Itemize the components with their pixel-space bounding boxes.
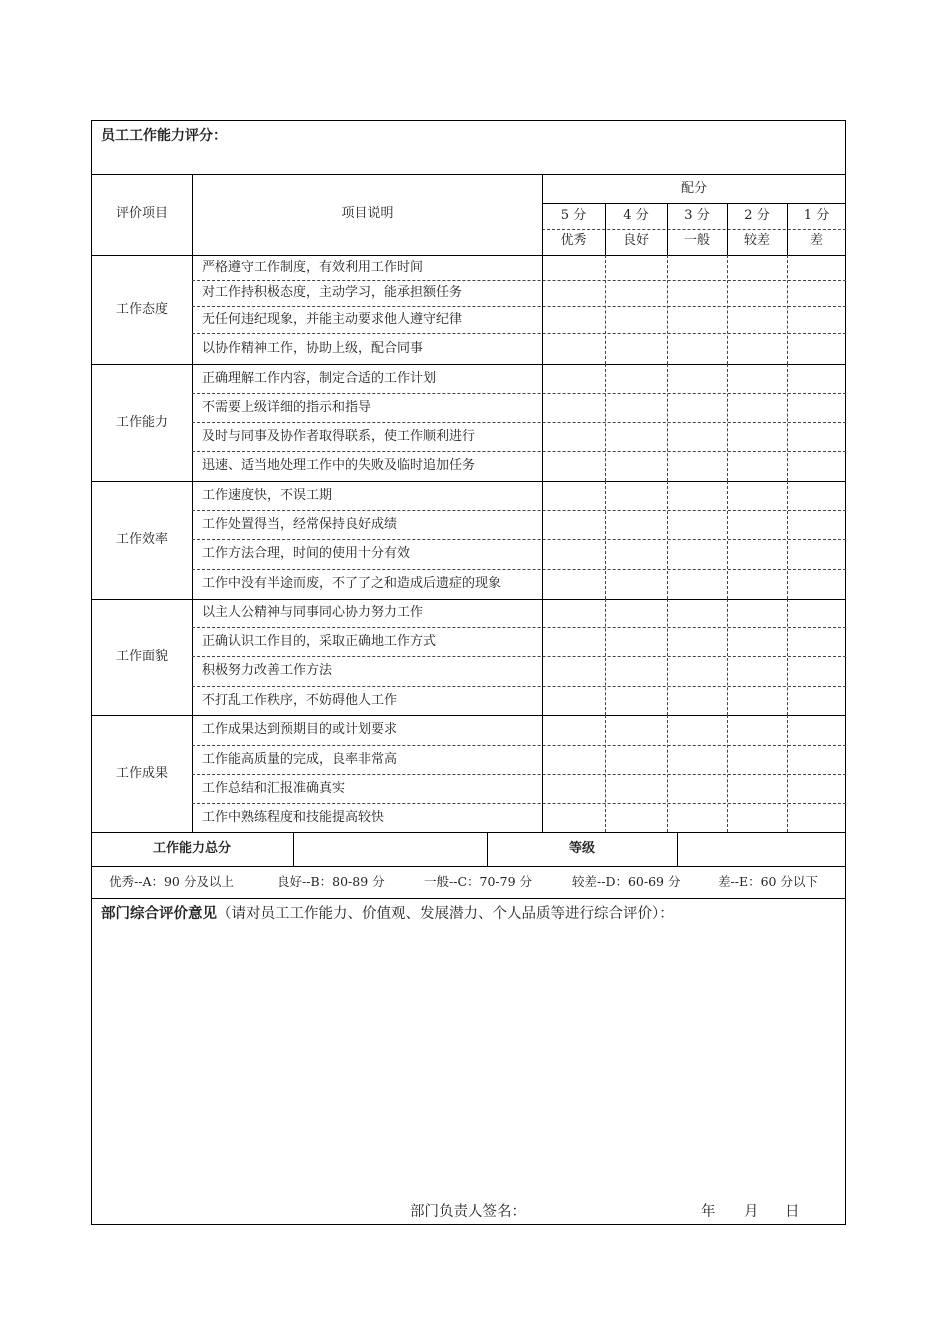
score-cell[interactable]	[606, 482, 666, 509]
signature-field[interactable]	[535, 1204, 685, 1222]
score-cell[interactable]	[606, 452, 666, 480]
score-cell[interactable]	[788, 365, 845, 392]
score-cell[interactable]	[606, 511, 666, 538]
score-column-line	[605, 364, 606, 481]
grade-header-cell: 良好	[622, 233, 649, 248]
score-cell[interactable]	[543, 281, 604, 305]
score-column-line	[727, 364, 728, 481]
item-description: 工作处置得当，经常保持良好成绩	[202, 517, 398, 532]
item-description: 积极努力改善工作方法	[202, 663, 333, 678]
score-column-line	[605, 481, 606, 599]
score-cell[interactable]	[788, 775, 845, 802]
form-title: 员工工作能力评分：	[101, 128, 227, 144]
col-divider-item	[192, 174, 193, 832]
score-cell[interactable]	[543, 687, 604, 714]
score-header-cell: 1 分	[803, 208, 830, 223]
score-cell[interactable]	[543, 600, 604, 626]
score-cell[interactable]	[788, 716, 845, 744]
item-description: 无任何违纪现象，并能主动要求他人遵守纪律	[202, 312, 463, 327]
score-cell[interactable]	[728, 775, 786, 802]
score-cell[interactable]	[728, 716, 786, 744]
item-description: 工作速度快，不误工期	[202, 488, 333, 503]
score-cell[interactable]	[788, 281, 845, 305]
score-column-line	[787, 599, 788, 715]
score-cell[interactable]	[668, 452, 726, 480]
score-col-divider	[787, 203, 788, 255]
score-cell[interactable]	[788, 482, 845, 509]
score-cell[interactable]	[668, 394, 726, 421]
grade-header-cell: 较差	[743, 233, 770, 248]
score-column-line	[605, 715, 606, 832]
score-cell[interactable]	[728, 452, 786, 480]
score-cell[interactable]	[728, 281, 786, 305]
score-cell[interactable]	[606, 256, 666, 279]
score-cell[interactable]	[606, 281, 666, 305]
score-cell[interactable]	[728, 307, 786, 332]
date-day-label: 日	[785, 1204, 800, 1220]
grade-label: 等级	[568, 841, 595, 856]
score-cell[interactable]	[788, 540, 845, 568]
score-cell[interactable]	[788, 687, 845, 714]
score-cell[interactable]	[668, 716, 726, 744]
score-cell[interactable]	[728, 482, 786, 509]
score-cell[interactable]	[668, 423, 726, 450]
score-cell[interactable]	[543, 804, 604, 831]
comment-input-area[interactable]	[100, 930, 836, 1192]
item-description: 严格遵守工作制度，有效利用工作时间	[202, 260, 424, 275]
score-cell[interactable]	[668, 600, 726, 626]
score-cell[interactable]	[728, 256, 786, 279]
score-col-divider	[667, 203, 668, 255]
score-cell[interactable]	[606, 365, 666, 392]
score-column-line	[787, 255, 788, 364]
score-header-cell: 2 分	[744, 208, 770, 223]
score-cell[interactable]	[728, 334, 786, 363]
legend-d: 较差--D：60-69 分	[572, 874, 681, 889]
legend-b: 良好--B：80-89 分	[277, 874, 385, 889]
score-cell[interactable]	[543, 394, 604, 421]
title-divider	[91, 174, 846, 175]
grade-header-cell: 差	[809, 233, 823, 248]
score-cell[interactable]	[788, 256, 845, 279]
item-description: 不需要上级详细的指示和指导	[202, 400, 372, 415]
score-cell[interactable]	[606, 334, 666, 363]
item-description: 及时与同事及协作者取得联系，使工作顺利进行	[202, 429, 476, 444]
score-col-divider	[727, 203, 728, 255]
score-cell[interactable]	[668, 570, 726, 598]
score-column-line	[667, 599, 668, 715]
score-column-line	[667, 481, 668, 599]
score-cell[interactable]	[728, 600, 786, 626]
score-cell[interactable]	[788, 628, 845, 655]
score-cell[interactable]	[606, 540, 666, 568]
score-column-line	[605, 599, 606, 715]
score-column-line	[727, 715, 728, 832]
score-cell[interactable]	[788, 423, 845, 450]
score-cell[interactable]	[668, 657, 726, 685]
score-cell[interactable]	[668, 334, 726, 363]
grade-field[interactable]	[677, 841, 846, 857]
signature-label: 部门负责人签名：	[410, 1204, 526, 1220]
score-cell[interactable]	[668, 256, 726, 279]
header-item-description: 项目说明	[341, 206, 394, 221]
score-cell[interactable]	[668, 746, 726, 773]
score-column-line	[727, 599, 728, 715]
score-cell[interactable]	[788, 804, 845, 831]
date-year-label: 年	[701, 1204, 716, 1220]
summary-bottom-line	[91, 866, 846, 867]
score-cell[interactable]	[606, 600, 666, 626]
score-cell[interactable]	[606, 716, 666, 744]
score-cell[interactable]	[543, 657, 604, 685]
score-cell[interactable]	[728, 540, 786, 568]
score-cell[interactable]	[788, 746, 845, 773]
score-cell[interactable]	[543, 540, 604, 568]
grade-header-cell: 优秀	[560, 233, 587, 248]
score-cell[interactable]	[788, 657, 845, 685]
score-group-divider	[542, 203, 846, 204]
score-cell[interactable]	[543, 334, 604, 363]
score-column-line	[667, 364, 668, 481]
score-cell[interactable]	[606, 307, 666, 332]
score-column-line	[787, 715, 788, 832]
score-column-line	[667, 715, 668, 832]
score-cell[interactable]	[788, 307, 845, 332]
item-description: 不打乱工作秩序，不妨碍他人工作	[202, 693, 398, 708]
score-column-line	[727, 255, 728, 364]
score-cell[interactable]	[543, 365, 604, 392]
score-cell[interactable]	[606, 746, 666, 773]
total-score-field[interactable]	[293, 841, 487, 857]
score-cell[interactable]	[543, 452, 604, 480]
score-cell[interactable]	[668, 482, 726, 509]
score-column-line	[787, 364, 788, 481]
score-cell[interactable]	[788, 600, 845, 626]
category-label: 工作面貌	[115, 649, 168, 664]
score-header-cell: 3 分	[684, 208, 710, 223]
score-cell[interactable]	[543, 511, 604, 538]
score-cell[interactable]	[606, 804, 666, 831]
score-cell[interactable]	[728, 570, 786, 598]
score-column-line	[605, 255, 606, 364]
score-cell[interactable]	[543, 628, 604, 655]
item-description: 以主人公精神与同事同心协力努力工作	[202, 605, 424, 620]
score-header-cell: 4 分	[623, 208, 649, 223]
score-cell[interactable]	[668, 540, 726, 568]
score-cell[interactable]	[668, 365, 726, 392]
score-cell[interactable]	[788, 452, 845, 480]
score-cell[interactable]	[728, 628, 786, 655]
score-cell[interactable]	[728, 423, 786, 450]
score-cell[interactable]	[728, 687, 786, 714]
score-column-line	[787, 481, 788, 599]
score-cell[interactable]	[606, 394, 666, 421]
score-cell[interactable]	[728, 365, 786, 392]
comment-heading	[101, 906, 674, 922]
score-cell[interactable]	[728, 394, 786, 421]
grade-header-cell: 一般	[683, 233, 710, 248]
score-cell[interactable]	[728, 804, 786, 831]
score-cell[interactable]	[606, 657, 666, 685]
category-label: 工作效率	[115, 532, 168, 547]
score-cell[interactable]	[668, 628, 726, 655]
score-cell[interactable]	[668, 511, 726, 538]
score-cell[interactable]	[606, 423, 666, 450]
grade-divider	[542, 229, 846, 230]
item-description: 工作成果达到预期目的或计划要求	[202, 722, 398, 737]
score-cell[interactable]	[668, 307, 726, 332]
score-col-divider	[605, 203, 606, 255]
item-description: 工作中熟练程度和技能提高较快	[202, 810, 385, 825]
score-cell[interactable]	[788, 334, 845, 363]
item-description: 工作能高质量的完成，良率非常高	[202, 752, 398, 767]
item-description: 迅速、适当地处理工作中的失败及临时追加任务	[202, 458, 476, 473]
score-cell[interactable]	[668, 687, 726, 714]
score-cell[interactable]	[606, 570, 666, 598]
header-score-group: 配分	[680, 181, 707, 196]
category-label: 工作成果	[115, 766, 168, 781]
score-cell[interactable]	[788, 511, 845, 538]
score-cell[interactable]	[788, 394, 845, 421]
legend-a: 优秀--A：90 分及以上	[109, 874, 234, 889]
score-cell[interactable]	[728, 511, 786, 538]
score-cell[interactable]	[606, 628, 666, 655]
category-divider	[91, 832, 846, 833]
item-description: 正确理解工作内容，制定合适的工作计划	[202, 371, 437, 386]
score-cell[interactable]	[543, 716, 604, 744]
item-description: 工作中没有半途而废，不了了之和造成后遗症的现象	[202, 576, 502, 591]
score-cell[interactable]	[668, 775, 726, 802]
comment-heading-bold: 部门综合评价意见	[101, 906, 217, 922]
item-description: 以协作精神工作，协助上级，配合同事	[202, 341, 424, 356]
score-cell[interactable]	[543, 746, 604, 773]
score-cell[interactable]	[728, 746, 786, 773]
score-cell[interactable]	[606, 775, 666, 802]
header-evaluation-item: 评价项目	[115, 206, 168, 221]
score-cell[interactable]	[543, 307, 604, 332]
category-label: 工作态度	[115, 302, 168, 317]
score-cell[interactable]	[543, 482, 604, 509]
score-cell[interactable]	[668, 804, 726, 831]
legend-bottom-line	[91, 898, 846, 899]
legend-c: 一般--C：70-79 分	[424, 874, 533, 889]
score-cell[interactable]	[728, 657, 786, 685]
item-description: 正确认识工作目的，采取正确地工作方式	[202, 634, 437, 649]
score-cell[interactable]	[668, 281, 726, 305]
score-header-cell: 5 分	[560, 208, 587, 223]
comment-heading-instruction: （请对员工工作能力、价值观、发展潜力、个人品质等进行综合评价）：	[217, 906, 674, 922]
score-cell[interactable]	[606, 687, 666, 714]
item-description: 工作总结和汇报准确真实	[202, 781, 346, 796]
item-description: 对工作持积极态度，主动学习，能承担额任务	[202, 285, 463, 300]
score-column-line	[667, 255, 668, 364]
date-month-label: 月	[744, 1204, 759, 1220]
score-cell[interactable]	[543, 570, 604, 598]
score-cell[interactable]	[543, 256, 604, 279]
legend-e: 差--E：60 分以下	[718, 874, 818, 889]
score-cell[interactable]	[543, 775, 604, 802]
total-score-label: 工作能力总分	[152, 841, 231, 856]
score-cell[interactable]	[788, 570, 845, 598]
category-label: 工作能力	[115, 415, 168, 430]
score-column-line	[727, 481, 728, 599]
item-description: 工作方法合理，时间的使用十分有效	[202, 546, 411, 561]
score-cell[interactable]	[543, 423, 604, 450]
